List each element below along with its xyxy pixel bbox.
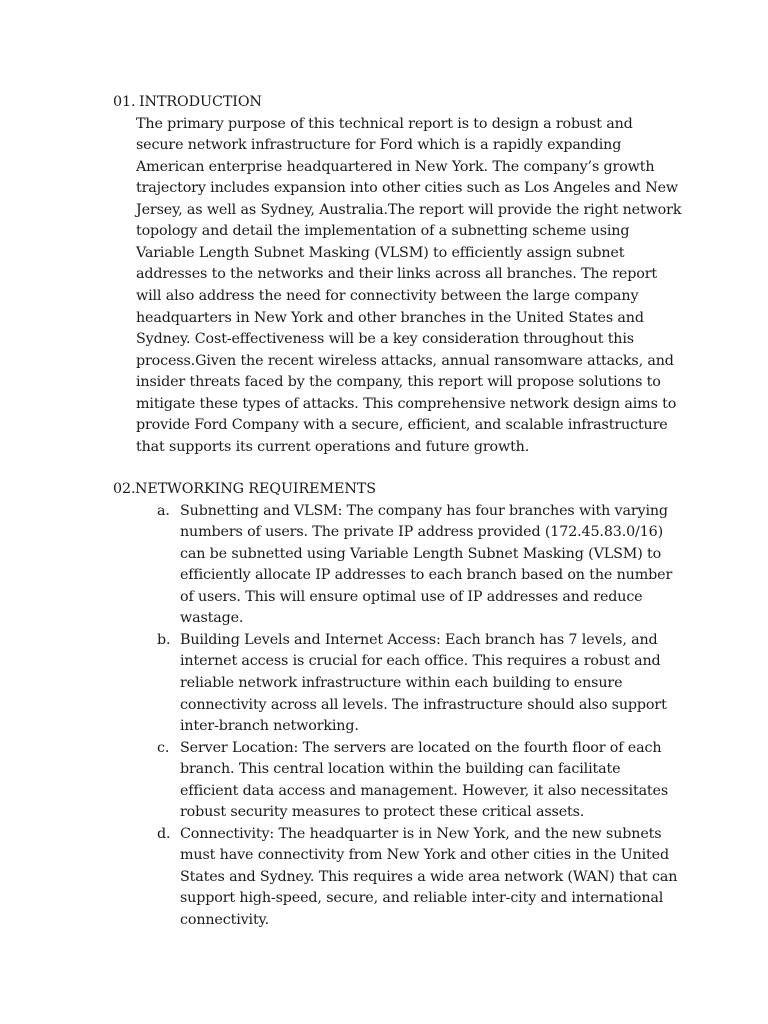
section-number: 02. — [113, 481, 136, 497]
section-title: INTRODUCTION — [139, 94, 262, 110]
list-marker: a. — [157, 502, 170, 519]
list-item — [113, 630, 680, 738]
requirements-list — [113, 501, 683, 932]
section-title: NETWORKING REQUIREMENTS — [135, 481, 376, 497]
section-heading-networking-requirements — [113, 479, 683, 501]
introduction-paragraph: The primary purpose of this technical report is to design a robust and secure network infrastructure for Ford which is a rapidly expanding American enterprise headquartered in New York. The company’s growth trajectory includes expansion into other cities such as Los Angeles and New Jersey, as well as Sydney, Australia.The report will provide the right network topology and detail the implementation of a subnetting scheme using Variable Length Subnet Masking (VLSM) to efficiently assign subnet addresses to the networks and their links across all branches. The report will also address the need for connectivity between the large company headquarters in New York and other branches in the United States and Sydney. Cost-effectiveness will be a key consideration throughout this process.Given the recent wireless attacks, annual ransomware attacks, and insider threats faced by the company, this report will propose solutions to mitigate these types of attacks. This comprehensive network design aims to provide Ford Company with a secure, efficient, and scalable infrastructure that supports its current operations and future growth. — [136, 115, 682, 455]
section-networking-requirements — [113, 479, 683, 932]
section-number: 01. — [113, 94, 136, 110]
section-heading-introduction — [113, 92, 683, 114]
list-item-text: Building Levels and Internet Access: Each branch has 7 levels, and internet access is crucial for each office. This requires a robust and reliable network infrastructure within each building to ensure connectivity across all levels. The infrastructure should also support inter-branch networking. — [180, 631, 667, 735]
list-item-text: Subnetting and VLSM: The company has four branches with varying numbers of users. The private IP address provided (172.45.83.0/16) can be subnetted using Variable Length Subnet Masking (VLSM) to efficiently allocate IP addresses to each branch based on the number of users. This will ensure optimal use of IP addresses and reduce wastage. — [180, 502, 673, 627]
list-marker: c. — [157, 739, 170, 756]
list-item — [113, 824, 680, 932]
list-marker: b. — [157, 631, 171, 648]
list-item-text: Connectivity: The headquarter is in New York, and the new subnets must have connectivity from New York and other cities in the United States and Sydney. This requires a wide area network (WAN) that can support high-speed, secure, and reliable inter-city and international connectivity. — [180, 825, 678, 928]
list-item-text: Server Location: The servers are located on the fourth floor of each branch. This central location within the building can facilitate efficient data access and management. However, it also necessitates robust security measures to protect these critical assets. — [180, 739, 669, 821]
list-item — [113, 738, 680, 824]
list-item — [113, 501, 680, 630]
section-introduction — [113, 92, 683, 458]
list-marker: d. — [157, 825, 171, 842]
